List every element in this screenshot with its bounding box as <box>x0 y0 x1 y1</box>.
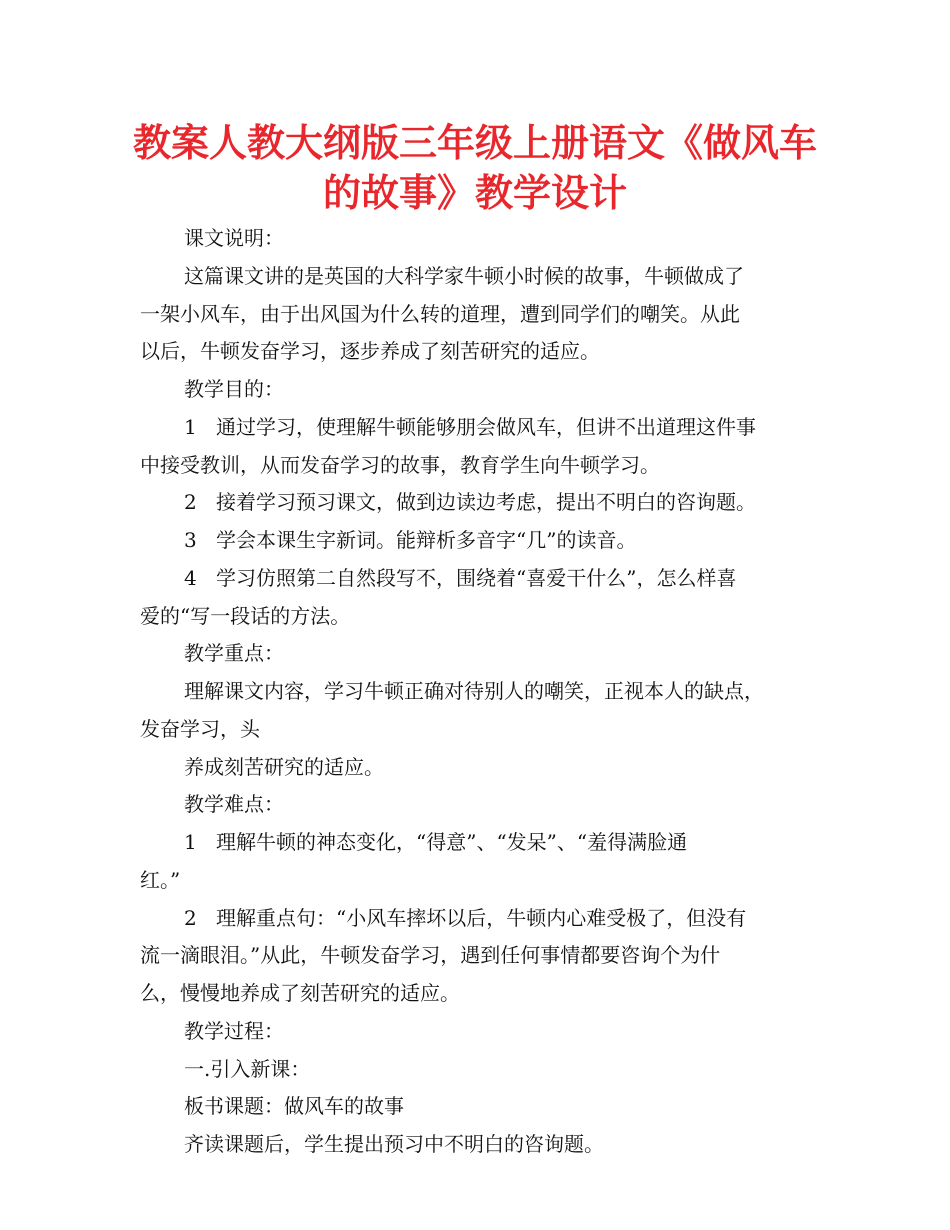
text-line <box>140 979 460 1007</box>
line-text: 教学重点： <box>184 641 284 666</box>
line-text: 教学难点： <box>184 792 284 817</box>
text-line <box>140 866 180 894</box>
text-line <box>140 337 600 365</box>
line-text: 学习仿照第二自然段写不，围绕着“喜爱干什么”，怎么样喜 <box>216 565 737 590</box>
list-number: 2 <box>184 490 197 515</box>
line-text: 学会本课生字新词。能辩析多音字“几”的读音。 <box>216 528 637 552</box>
text-line <box>184 790 284 818</box>
line-text: 理解牛顿的神态变化，“得意”、“发呆”、“羞得满脸通 <box>216 830 688 854</box>
list-number: 4 <box>184 565 197 590</box>
line-text: 以后，牛顿发奋学习，逐步养成了刻苦研究的适应。 <box>140 339 600 364</box>
line-text: 齐读课题后，学生提出预习中不明白的咨询题。 <box>184 1132 604 1156</box>
line-text: 一.引入新课： <box>184 1056 311 1081</box>
line-text: 板书课题：做风车的故事 <box>184 1094 404 1119</box>
text-line <box>184 828 687 856</box>
list-number: 2 <box>184 905 197 930</box>
line-text: 教学过程： <box>184 1018 284 1043</box>
text-line <box>184 375 284 403</box>
list-number: 3 <box>184 528 197 552</box>
line-text: 养成刻苦研究的适应。 <box>184 754 384 779</box>
line-text: 流一滴眼泪。”从此，牛顿发奋学习，遇到任何事情都要咨询个为什 <box>140 943 721 968</box>
text-line <box>184 753 384 781</box>
text-line <box>140 451 660 479</box>
line-text: 课文说明： <box>184 226 284 250</box>
list-number: 1 <box>184 830 197 854</box>
text-line <box>184 488 756 516</box>
text-line <box>184 526 636 554</box>
line-text: 教学目的： <box>184 377 284 401</box>
line-text: 一架小风车，由于出风国为什么转的道理，遭到同学们的嘲笑。从此 <box>140 301 740 326</box>
text-line <box>184 1055 310 1083</box>
text-line <box>184 904 746 932</box>
line-text: 中接受教训，从而发奋学习的故事，教育学生向牛顿学习。 <box>140 452 660 477</box>
line-text: 理解课文内容，学习牛顿正确对待别人的嘲笑，正视本人的缺点， <box>184 679 764 703</box>
text-line <box>184 1092 404 1120</box>
text-line <box>140 602 350 630</box>
line-text: 理解重点句：“小风车摔坏以后，牛顿内心难受极了，但没有 <box>216 905 747 930</box>
line-text: 接着学习预习课文，做到边读边考虑，提出不明白的咨询题。 <box>216 490 756 515</box>
text-line <box>140 715 260 743</box>
title-line-1: 教案人教大纲版三年级上册语文《做风车 <box>132 121 817 165</box>
text-line <box>184 1017 284 1045</box>
text-line <box>184 564 736 592</box>
line-text: 么，慢慢地养成了刻苦研究的适应。 <box>140 981 460 1005</box>
text-line <box>140 300 740 328</box>
text-line <box>184 224 284 252</box>
text-line <box>140 941 720 969</box>
text-line <box>184 677 764 705</box>
document-title <box>100 118 850 218</box>
line-text: 这篇课文讲的是英国的大科学家牛顿小时候的故事，牛顿做成了 <box>184 263 744 288</box>
line-text: 红。” <box>140 867 181 892</box>
line-text: 爱的“写一段话的方法。 <box>140 603 351 628</box>
text-line <box>184 262 744 290</box>
line-text: 通过学习，使理解牛顿能够朋会做风车，但讲不出道理这件事 <box>216 414 756 439</box>
text-line <box>184 1130 604 1158</box>
list-number: 1 <box>184 414 197 439</box>
text-line <box>184 639 284 667</box>
line-text: 发奋学习，头 <box>140 716 260 741</box>
title-line-2: 的故事》教学设计 <box>322 171 627 215</box>
text-line <box>184 413 756 441</box>
